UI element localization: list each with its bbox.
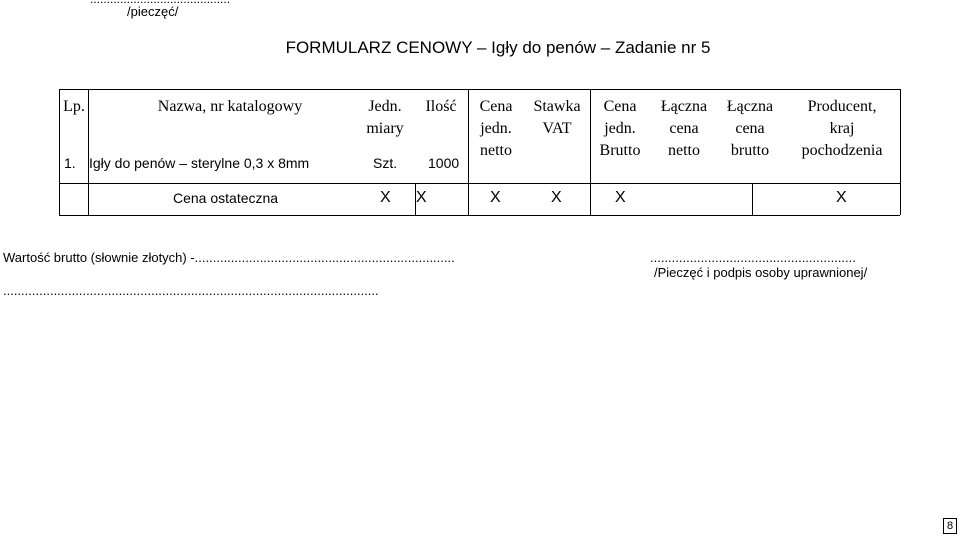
header-unit: Jedn. miary [366,98,404,137]
x-mark-vat: X [490,189,501,206]
x-mark-qty: X [416,189,427,206]
table-right-border [900,89,901,215]
row-unit: Szt. [373,155,398,171]
signature-label: /Pieczęć i podpis osoby uprawnionej/ [654,265,868,280]
header-qty: Ilość [425,98,457,115]
stamp-label: /pieczęć/ [127,4,179,19]
header-total-net: Łączna cena netto [660,98,708,159]
col-divider-gross [752,183,753,215]
row-name: Igły do penów – sterylne 0,3 x 8mm [89,155,310,171]
table-bottom-border [59,215,900,216]
form-title [0,38,960,58]
header-unit-price-gross: Cena jedn. Brutto [599,98,641,159]
header-total-gross: Łączna cena brutto [726,98,774,159]
page-number: 8 [943,518,957,534]
col-divider-lp [88,89,89,215]
header-name: Nazwa, nr katalogowy [157,98,303,115]
x-mark-unit: X [380,189,391,206]
signature-dots: ......................................................... [650,250,856,265]
header-unit-price-net: Cena jedn. netto [479,98,513,159]
header-lp: Lp. [63,98,85,115]
summary-label: Cena ostateczna [173,190,279,206]
x-mark-total-net: X [615,189,626,206]
table-row-divider [59,183,900,184]
gross-value-in-words: Wartość brutto (słownie złotych) -........................................................................ [3,250,455,265]
table-top-border [59,89,900,90]
x-mark-unit-gross: X [551,189,562,206]
row-qty: 1000 [428,155,460,171]
row-lp: 1. [64,155,76,171]
col-divider-net [590,89,591,215]
header-vat: Stawka VAT [533,98,581,137]
header-producer: Producent, kraj pochodzenia [801,98,883,159]
x-mark-producer: X [836,189,847,206]
form-title-text: FORMULARZ CENOWY – Igły do penów – Zadanie nr 5 [285,38,711,57]
gross-value-dots-line: ........................................................................................................ [3,283,379,298]
table-left-border [59,89,60,215]
